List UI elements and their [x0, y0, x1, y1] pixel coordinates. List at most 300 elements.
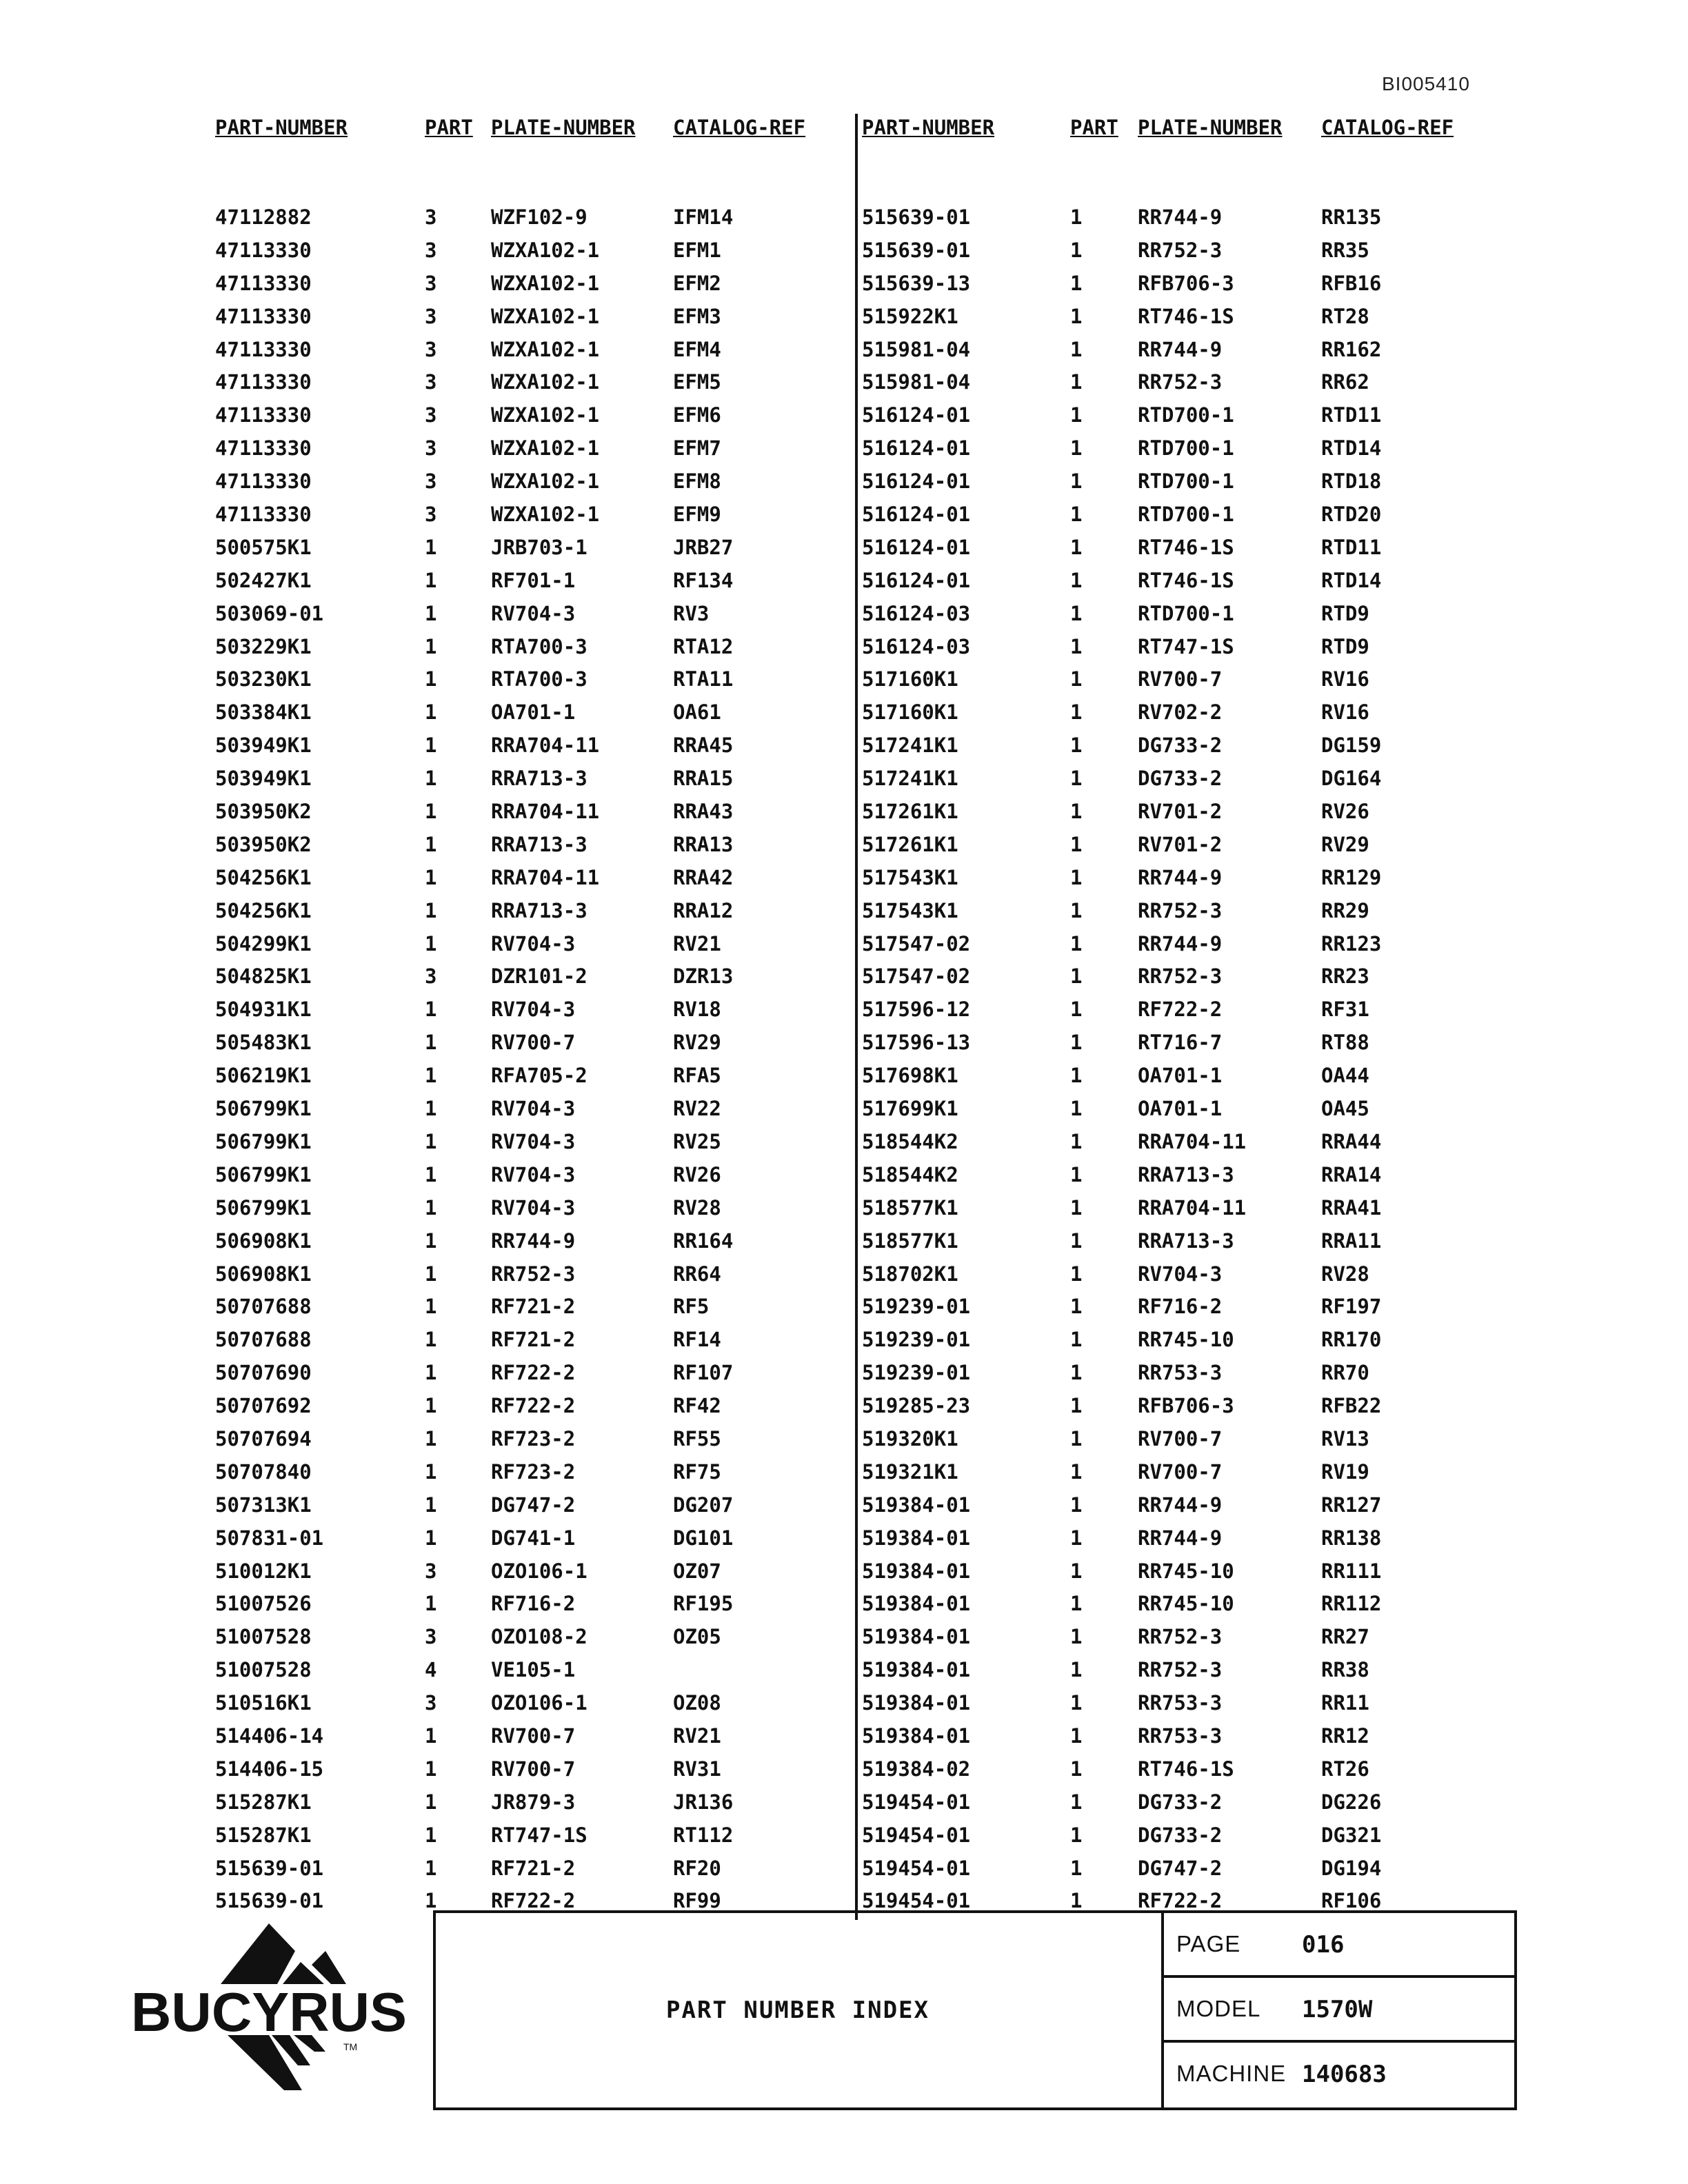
- cell-part: 3: [425, 1559, 437, 1583]
- cell-part-number: 515981-04: [862, 337, 971, 361]
- table-row: [862, 1229, 1503, 1262]
- cell-catalog-ref: RRA11: [1321, 1228, 1382, 1253]
- cell-plate-number: RV700-7: [491, 1723, 576, 1748]
- table-rows-left: [215, 205, 845, 1922]
- cell-part-number: 519454-01: [862, 1889, 971, 1913]
- cell-part: 1: [1070, 1625, 1083, 1649]
- cell-catalog-ref: RV16: [1321, 667, 1369, 691]
- cell-catalog-ref: RRA44: [1321, 1129, 1382, 1153]
- cell-part: 3: [425, 469, 437, 494]
- cell-plate-number: RR745-10: [1138, 1559, 1234, 1583]
- cell-part-number: 47112882: [215, 205, 312, 229]
- cell-part: 1: [425, 865, 437, 889]
- table-row: [862, 469, 1503, 503]
- cell-part-number: 51007528: [215, 1658, 312, 1682]
- model-value: 1570W: [1302, 1996, 1373, 2023]
- cell-part: 1: [1070, 1097, 1083, 1121]
- table-row: [215, 1823, 845, 1857]
- table-row: [862, 899, 1503, 932]
- cell-part-number: 515639-13: [862, 271, 971, 295]
- cell-plate-number: RF721-2: [491, 1295, 576, 1319]
- cell-part: 3: [425, 503, 437, 527]
- cell-catalog-ref: RTD18: [1321, 469, 1382, 494]
- header-row: [862, 116, 1503, 143]
- cell-part-number: 47113330: [215, 238, 312, 262]
- cell-catalog-ref: RF195: [673, 1592, 734, 1616]
- cell-catalog-ref: RF55: [673, 1426, 721, 1450]
- table-row: [215, 403, 845, 436]
- cell-plate-number: OZO108-2: [491, 1625, 587, 1649]
- cell-catalog-ref: RTD14: [1321, 568, 1382, 592]
- table-row: [862, 964, 1503, 998]
- cell-plate-number: RT746-1S: [1138, 568, 1234, 592]
- cell-part: 1: [1070, 1195, 1083, 1220]
- table-row: [215, 1691, 845, 1724]
- cell-part: 1: [1070, 469, 1083, 494]
- cell-plate-number: RF716-2: [1138, 1295, 1223, 1319]
- cell-part: 1: [1070, 634, 1083, 658]
- cell-part: 3: [425, 304, 437, 328]
- cell-plate-number: RRA704-11: [1138, 1129, 1247, 1153]
- cell-part-number: 517543K1: [862, 865, 958, 889]
- cell-catalog-ref: RV31: [673, 1757, 721, 1781]
- cell-catalog-ref: RV18: [673, 998, 721, 1022]
- table-row: [215, 1559, 845, 1593]
- cell-part: 1: [1070, 304, 1083, 328]
- cell-catalog-ref: RV19: [1321, 1459, 1369, 1484]
- cell-plate-number: RRA713-3: [491, 898, 587, 922]
- cell-part-number: 50707694: [215, 1426, 312, 1450]
- cell-part: 1: [1070, 1129, 1083, 1153]
- cell-catalog-ref: DG321: [1321, 1823, 1382, 1847]
- cell-part-number: 502427K1: [215, 568, 312, 592]
- cell-part: 1: [1070, 1162, 1083, 1186]
- cell-catalog-ref: RR129: [1321, 865, 1382, 889]
- cell-part: 1: [1070, 568, 1083, 592]
- cell-catalog-ref: RV16: [1321, 700, 1369, 725]
- cell-part-number: 517596-13: [862, 1031, 971, 1055]
- cell-catalog-ref: RF75: [673, 1459, 721, 1484]
- cell-catalog-ref: RFB16: [1321, 271, 1382, 295]
- cell-part: 1: [1070, 1394, 1083, 1418]
- cell-plate-number: RF721-2: [491, 1328, 576, 1352]
- cell-part-number: 50707688: [215, 1328, 312, 1352]
- table-row: [215, 436, 845, 469]
- cell-part: 1: [425, 700, 437, 725]
- title-block: [433, 1910, 1517, 2110]
- cell-catalog-ref: RR170: [1321, 1328, 1382, 1352]
- cell-part: 1: [1070, 370, 1083, 394]
- cell-part: 1: [425, 1097, 437, 1121]
- cell-plate-number: RR752-3: [1138, 1658, 1223, 1682]
- cell-plate-number: RTA700-3: [491, 667, 587, 691]
- cell-plate-number: WZXA102-1: [491, 436, 600, 461]
- cell-part-number: 50707690: [215, 1361, 312, 1385]
- cell-part-number: 519384-01: [862, 1658, 971, 1682]
- parts-table-right: [862, 116, 1503, 1913]
- table-row: [862, 239, 1503, 272]
- cell-catalog-ref: RRA43: [673, 800, 734, 824]
- cell-catalog-ref: DG101: [673, 1526, 734, 1550]
- page-value: 016: [1302, 1931, 1345, 1959]
- cell-part: 1: [1070, 337, 1083, 361]
- cell-plate-number: RR745-10: [1138, 1328, 1234, 1352]
- cell-catalog-ref: RV3: [673, 601, 710, 625]
- cell-plate-number: DZR101-2: [491, 964, 587, 989]
- cell-part-number: 517699K1: [862, 1097, 958, 1121]
- cell-part-number: 506219K1: [215, 1064, 312, 1088]
- cell-part: 1: [1070, 1031, 1083, 1055]
- cell-part: 1: [425, 1790, 437, 1814]
- cell-plate-number: RR753-3: [1138, 1361, 1223, 1385]
- cell-catalog-ref: RV28: [1321, 1262, 1369, 1286]
- cell-plate-number: OZO106-1: [491, 1691, 587, 1715]
- table-row: [215, 239, 845, 272]
- table-row: [862, 1691, 1503, 1724]
- cell-part: 3: [425, 337, 437, 361]
- cell-catalog-ref: RF99: [673, 1889, 721, 1913]
- cell-plate-number: RT746-1S: [1138, 304, 1234, 328]
- cell-plate-number: RT716-7: [1138, 1031, 1223, 1055]
- cell-plate-number: RV704-3: [491, 931, 576, 956]
- table-row: [215, 602, 845, 635]
- cell-plate-number: WZXA102-1: [491, 238, 600, 262]
- cell-plate-number: VE105-1: [491, 1658, 576, 1682]
- header-plate-number: PLATE-NUMBER: [1138, 116, 1283, 139]
- cell-part: 3: [425, 436, 437, 461]
- table-row: [862, 1295, 1503, 1328]
- cell-plate-number: RV704-3: [491, 1162, 576, 1186]
- table-row: [862, 635, 1503, 668]
- table-row: [215, 1328, 845, 1361]
- cell-plate-number: RTD700-1: [1138, 403, 1234, 427]
- cell-part-number: 518577K1: [862, 1228, 958, 1253]
- cell-part-number: 514406-14: [215, 1723, 324, 1748]
- cell-part: 1: [1070, 271, 1083, 295]
- document-title: PART NUMBER INDEX: [666, 1996, 930, 2024]
- cell-part: 1: [1070, 238, 1083, 262]
- cell-part: 1: [425, 1592, 437, 1616]
- cell-part-number: 503069-01: [215, 601, 324, 625]
- table-row: [215, 700, 845, 734]
- cell-part: 1: [1070, 1426, 1083, 1450]
- cell-part-number: 503950K2: [215, 800, 312, 824]
- cell-catalog-ref: RF20: [673, 1856, 721, 1880]
- cell-plate-number: WZF102-9: [491, 205, 587, 229]
- header-plate-number: PLATE-NUMBER: [491, 116, 636, 139]
- table-row: [862, 1658, 1503, 1691]
- table-row: [862, 569, 1503, 602]
- cell-catalog-ref: RRA14: [1321, 1162, 1382, 1186]
- table-row: [215, 370, 845, 403]
- table-row: [862, 1526, 1503, 1559]
- cell-plate-number: RR752-3: [1138, 1625, 1223, 1649]
- cell-part: 1: [1070, 1361, 1083, 1385]
- cell-plate-number: DG741-1: [491, 1526, 576, 1550]
- cell-plate-number: RR753-3: [1138, 1691, 1223, 1715]
- cell-plate-number: RT747-1S: [491, 1823, 587, 1847]
- table-row: [862, 1262, 1503, 1295]
- cell-part: 1: [1070, 931, 1083, 956]
- cell-catalog-ref: JRB27: [673, 535, 734, 559]
- cell-plate-number: RR744-9: [1138, 1493, 1223, 1517]
- cell-part-number: 47113330: [215, 469, 312, 494]
- cell-part-number: 519384-01: [862, 1691, 971, 1715]
- cell-catalog-ref: RV29: [1321, 832, 1369, 856]
- cell-part-number: 517261K1: [862, 832, 958, 856]
- cell-part: 1: [425, 734, 437, 758]
- cell-part: 1: [425, 568, 437, 592]
- cell-part-number: 517543K1: [862, 898, 958, 922]
- cell-part: 1: [1070, 436, 1083, 461]
- table-row: [862, 1163, 1503, 1196]
- cell-part: 1: [1070, 205, 1083, 229]
- cell-plate-number: RR752-3: [1138, 238, 1223, 262]
- cell-part-number: 50707840: [215, 1459, 312, 1484]
- cell-plate-number: RR752-3: [1138, 964, 1223, 989]
- cell-catalog-ref: RRA12: [673, 898, 734, 922]
- cell-part: 1: [1070, 800, 1083, 824]
- cell-part-number: 516124-01: [862, 436, 971, 461]
- cell-plate-number: RF721-2: [491, 1856, 576, 1880]
- cell-plate-number: OA701-1: [1138, 1097, 1223, 1121]
- table-row: [862, 998, 1503, 1031]
- cell-part: 4: [425, 1658, 437, 1682]
- cell-plate-number: RTD700-1: [1138, 436, 1234, 461]
- table-row: [215, 1493, 845, 1526]
- table-row: [215, 1658, 845, 1691]
- cell-part-number: 506908K1: [215, 1228, 312, 1253]
- cell-part-number: 503950K2: [215, 832, 312, 856]
- cell-catalog-ref: RV21: [673, 1723, 721, 1748]
- cell-part: 1: [425, 1823, 437, 1847]
- table-row: [862, 1064, 1503, 1097]
- table-row: [215, 964, 845, 998]
- cell-plate-number: OA701-1: [491, 700, 576, 725]
- cell-part: 1: [425, 767, 437, 791]
- cell-plate-number: RT746-1S: [1138, 535, 1234, 559]
- cell-part: 3: [425, 205, 437, 229]
- cell-part-number: 519454-01: [862, 1790, 971, 1814]
- cell-part: 1: [425, 1295, 437, 1319]
- table-row: [862, 1857, 1503, 1890]
- cell-part: 3: [425, 403, 437, 427]
- cell-plate-number: RR752-3: [1138, 898, 1223, 922]
- cell-plate-number: RV700-7: [1138, 667, 1223, 691]
- cell-part: 1: [1070, 1691, 1083, 1715]
- cell-catalog-ref: RV28: [673, 1195, 721, 1220]
- cell-part: 1: [425, 1493, 437, 1517]
- header-part-number: PART-NUMBER: [862, 116, 995, 139]
- table-row: [862, 602, 1503, 635]
- cell-part-number: 517698K1: [862, 1064, 958, 1088]
- cell-part-number: 51007526: [215, 1592, 312, 1616]
- cell-part-number: 51007528: [215, 1625, 312, 1649]
- cell-part: 1: [1070, 667, 1083, 691]
- table-row: [862, 833, 1503, 866]
- cell-part-number: 517547-02: [862, 931, 971, 956]
- cell-part-number: 515287K1: [215, 1823, 312, 1847]
- cell-plate-number: DG747-2: [491, 1493, 576, 1517]
- cell-part-number: 519384-01: [862, 1625, 971, 1649]
- cell-plate-number: RR745-10: [1138, 1592, 1234, 1616]
- cell-part-number: 503949K1: [215, 767, 312, 791]
- table-row: [862, 1823, 1503, 1857]
- cell-part-number: 517261K1: [862, 800, 958, 824]
- table-row: [862, 205, 1503, 239]
- cell-plate-number: WZXA102-1: [491, 271, 600, 295]
- cell-catalog-ref: RR123: [1321, 931, 1382, 956]
- cell-catalog-ref: RR164: [673, 1228, 734, 1253]
- table-row: [862, 700, 1503, 734]
- cell-part: 1: [1070, 1228, 1083, 1253]
- cell-plate-number: RV702-2: [1138, 700, 1223, 725]
- cell-part: 1: [1070, 964, 1083, 989]
- cell-plate-number: RV704-3: [491, 1129, 576, 1153]
- page-row: [1164, 1913, 1517, 1978]
- cell-part: 1: [1070, 1526, 1083, 1550]
- cell-catalog-ref: RFB22: [1321, 1394, 1382, 1418]
- table-row: [215, 1097, 845, 1130]
- header-part: PART: [425, 116, 473, 139]
- cell-part-number: 503229K1: [215, 634, 312, 658]
- cell-part-number: 504256K1: [215, 898, 312, 922]
- model-label: MODEL: [1176, 1996, 1261, 2021]
- table-row: [215, 1196, 845, 1229]
- table-row: [862, 1493, 1503, 1526]
- table-row: [862, 1559, 1503, 1593]
- table-row: [862, 272, 1503, 305]
- cell-plate-number: RR744-9: [491, 1228, 576, 1253]
- cell-catalog-ref: RF197: [1321, 1295, 1382, 1319]
- cell-catalog-ref: RRA45: [673, 734, 734, 758]
- page-label: PAGE: [1176, 1931, 1241, 1957]
- cell-part: 1: [425, 1328, 437, 1352]
- header-row: [215, 116, 845, 143]
- table-row: [215, 469, 845, 503]
- table-row: [215, 272, 845, 305]
- cell-plate-number: DG733-2: [1138, 767, 1223, 791]
- cell-plate-number: RTA700-3: [491, 634, 587, 658]
- cell-part-number: 519285-23: [862, 1394, 971, 1418]
- cell-part-number: 506799K1: [215, 1195, 312, 1220]
- cell-part: 1: [1070, 700, 1083, 725]
- machine-value: 140683: [1302, 2061, 1387, 2088]
- cell-part-number: 517241K1: [862, 767, 958, 791]
- cell-plate-number: RR752-3: [491, 1262, 576, 1286]
- cell-catalog-ref: DG159: [1321, 734, 1382, 758]
- cell-part-number: 47113330: [215, 271, 312, 295]
- cell-part-number: 507313K1: [215, 1493, 312, 1517]
- table-row: [862, 1427, 1503, 1460]
- cell-part: 1: [1070, 503, 1083, 527]
- table-row: [215, 1625, 845, 1658]
- cell-plate-number: RTD700-1: [1138, 469, 1234, 494]
- cell-plate-number: WZXA102-1: [491, 403, 600, 427]
- cell-plate-number: RT746-1S: [1138, 1757, 1234, 1781]
- cell-catalog-ref: OZ05: [673, 1625, 721, 1649]
- cell-part: 1: [1070, 832, 1083, 856]
- cell-plate-number: RR744-9: [1138, 337, 1223, 361]
- table-row: [215, 667, 845, 700]
- table-row: [862, 767, 1503, 800]
- cell-catalog-ref: RF107: [673, 1361, 734, 1385]
- cell-plate-number: RR753-3: [1138, 1723, 1223, 1748]
- table-row: [862, 338, 1503, 371]
- cell-catalog-ref: RV21: [673, 931, 721, 956]
- cell-part-number: 517596-12: [862, 998, 971, 1022]
- cell-part: 1: [425, 1064, 437, 1088]
- cell-part: 1: [425, 1394, 437, 1418]
- cell-part: 1: [425, 1129, 437, 1153]
- cell-catalog-ref: RV26: [673, 1162, 721, 1186]
- cell-part-number: 515981-04: [862, 370, 971, 394]
- cell-catalog-ref: RR23: [1321, 964, 1369, 989]
- cell-part: 1: [425, 1459, 437, 1484]
- cell-part: 1: [1070, 1295, 1083, 1319]
- cell-catalog-ref: RV22: [673, 1097, 721, 1121]
- table-row: [862, 866, 1503, 899]
- model-row: [1164, 1978, 1517, 2043]
- info-panel: [1161, 1913, 1517, 2107]
- cell-part-number: 47113330: [215, 503, 312, 527]
- cell-part: 1: [425, 832, 437, 856]
- table-row: [862, 1097, 1503, 1130]
- cell-part: 1: [425, 1262, 437, 1286]
- cell-catalog-ref: EFM2: [673, 271, 721, 295]
- table-row: [215, 338, 845, 371]
- cell-catalog-ref: RR29: [1321, 898, 1369, 922]
- cell-part-number: 519320K1: [862, 1426, 958, 1450]
- cell-part-number: 519239-01: [862, 1295, 971, 1319]
- cell-part-number: 510012K1: [215, 1559, 312, 1583]
- cell-part-number: 519239-01: [862, 1328, 971, 1352]
- cell-part: 1: [1070, 1064, 1083, 1088]
- cell-part-number: 519454-01: [862, 1856, 971, 1880]
- cell-plate-number: RF716-2: [491, 1592, 576, 1616]
- table-row: [862, 1328, 1503, 1361]
- cell-plate-number: RFA705-2: [491, 1064, 587, 1088]
- cell-part-number: 517160K1: [862, 700, 958, 725]
- cell-catalog-ref: RR38: [1321, 1658, 1369, 1682]
- table-row: [862, 503, 1503, 536]
- cell-plate-number: RF701-1: [491, 568, 576, 592]
- table-row: [862, 667, 1503, 700]
- header-catalog-ref: CATALOG-REF: [673, 116, 806, 139]
- table-row: [215, 1394, 845, 1427]
- cell-part-number: 503384K1: [215, 700, 312, 725]
- cell-catalog-ref: RF42: [673, 1394, 721, 1418]
- table-row: [862, 1724, 1503, 1757]
- cell-part-number: 50707688: [215, 1295, 312, 1319]
- cell-part-number: 519384-01: [862, 1559, 971, 1583]
- cell-plate-number: RRA704-11: [491, 734, 600, 758]
- cell-plate-number: RF723-2: [491, 1426, 576, 1450]
- cell-part-number: 503230K1: [215, 667, 312, 691]
- cell-part: 1: [1070, 1262, 1083, 1286]
- cell-part: 1: [1070, 1493, 1083, 1517]
- cell-part-number: 515639-01: [862, 205, 971, 229]
- cell-catalog-ref: RT88: [1321, 1031, 1369, 1055]
- cell-plate-number: RV701-2: [1138, 800, 1223, 824]
- cell-catalog-ref: RTD9: [1321, 634, 1369, 658]
- cell-catalog-ref: RFA5: [673, 1064, 721, 1088]
- cell-part-number: 507831-01: [215, 1526, 324, 1550]
- cell-catalog-ref: RT26: [1321, 1757, 1369, 1781]
- cell-catalog-ref: EFM4: [673, 337, 721, 361]
- cell-catalog-ref: OZ07: [673, 1559, 721, 1583]
- cell-catalog-ref: RT112: [673, 1823, 734, 1847]
